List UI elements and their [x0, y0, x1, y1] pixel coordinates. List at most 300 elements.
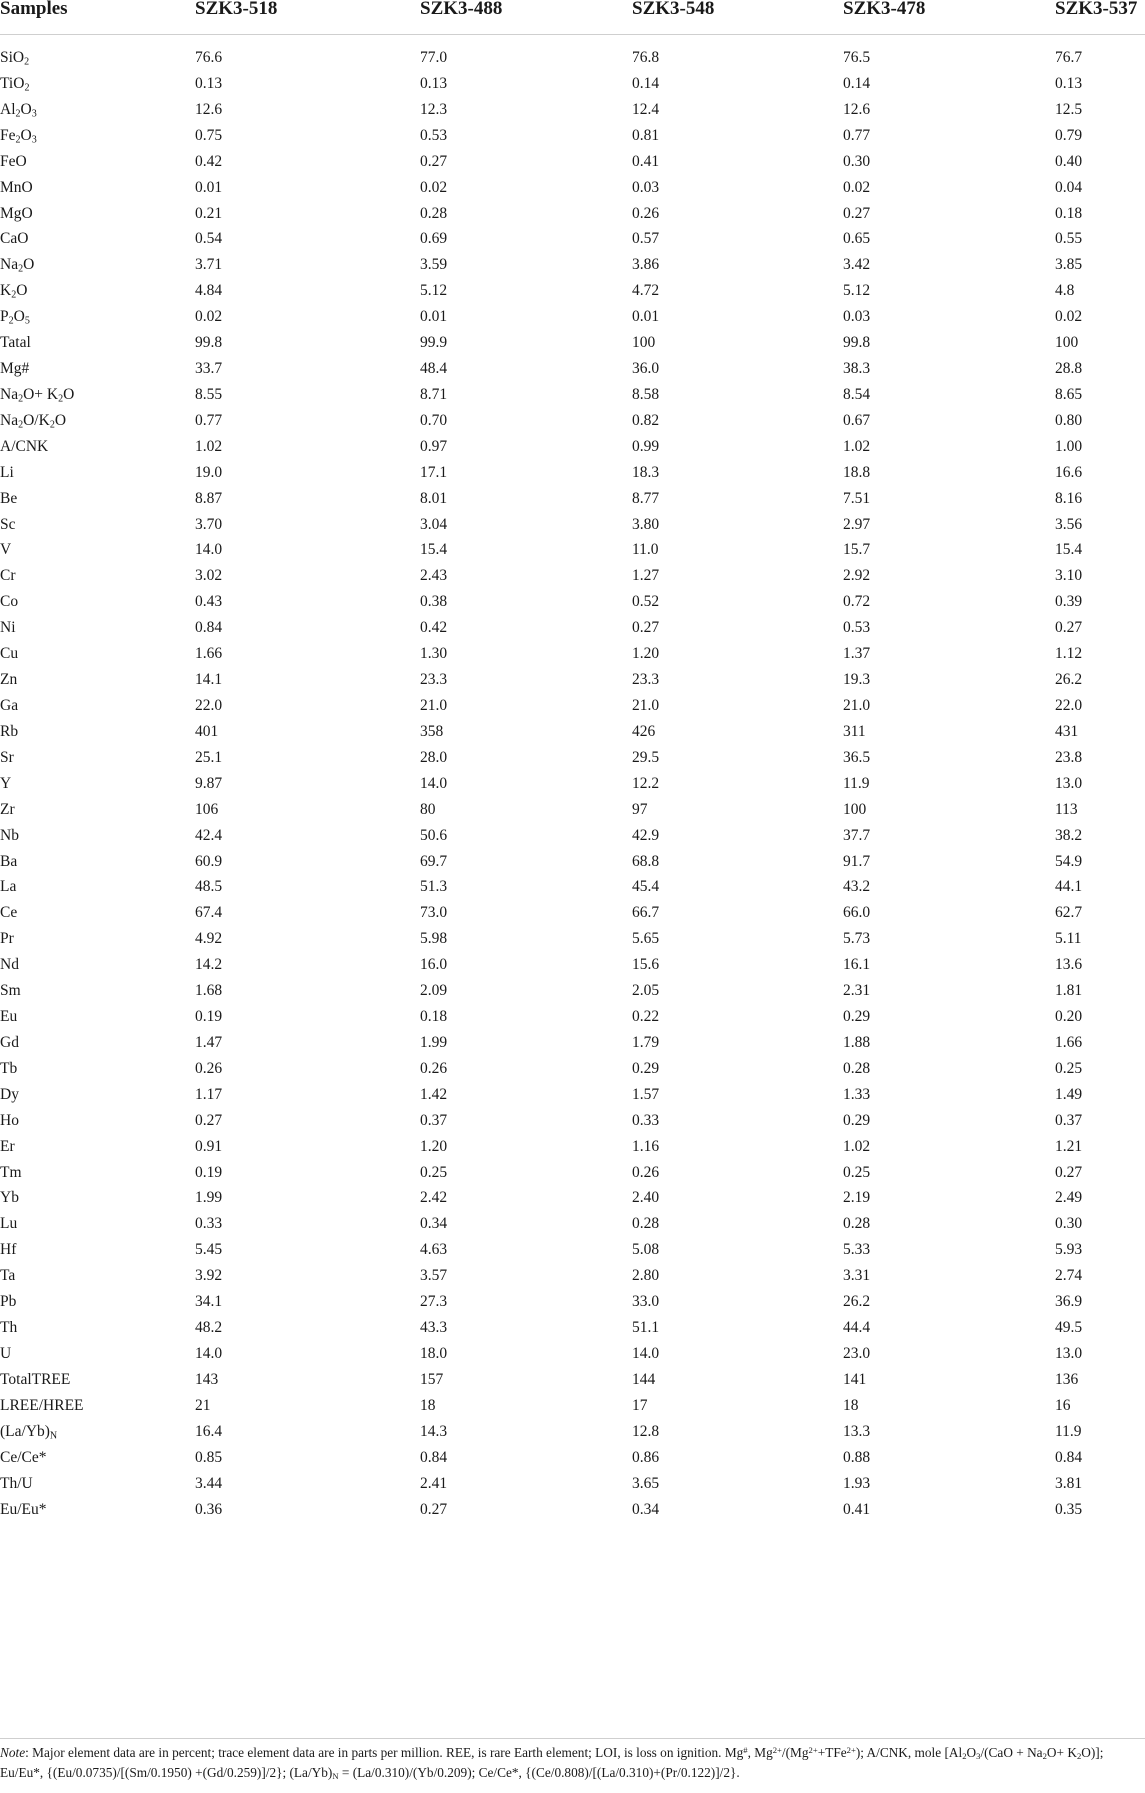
table-bottom-rule — [0, 1738, 1145, 1739]
table-cell: 0.42 — [195, 152, 223, 170]
table-cell: 0.03 — [632, 178, 660, 196]
table-cell: 3.86 — [632, 256, 660, 274]
row-label: Sc — [0, 515, 16, 533]
table-cell: 27.3 — [420, 1293, 448, 1311]
table-cell: 1.99 — [195, 1189, 223, 1207]
header-col-1: SZK3-518 — [195, 0, 278, 19]
row-label: FeO — [0, 152, 27, 170]
row-label: Th — [0, 1319, 18, 1337]
table-cell: 0.91 — [195, 1137, 223, 1155]
table-cell: 43.3 — [420, 1319, 448, 1337]
table-cell: 2.92 — [843, 567, 871, 585]
table-cell: 0.13 — [195, 74, 223, 92]
table-cell: 0.02 — [843, 178, 871, 196]
table-cell: 3.85 — [1055, 256, 1083, 274]
table-cell: 5.45 — [195, 1241, 223, 1259]
table-cell: 1.66 — [195, 645, 223, 663]
table-cell: 13.0 — [1055, 1345, 1083, 1362]
table-cell: 99.8 — [195, 334, 223, 352]
table-cell: 15.4 — [420, 541, 448, 559]
table-cell: 0.02 — [195, 308, 223, 326]
table-cell: 9.87 — [195, 774, 223, 792]
table-cell: 3.65 — [632, 1474, 660, 1492]
row-label: TiO$_2$ — [0, 74, 30, 94]
table-cell: 3.02 — [195, 567, 223, 585]
row-label: MnO — [0, 178, 33, 196]
table-cell: 2.09 — [420, 982, 448, 1000]
row-label: $(La/Yb)_N$ — [0, 1422, 58, 1442]
table-note — [0, 1743, 1145, 1783]
table-cell: 0.25 — [420, 1163, 448, 1181]
row-label: Nb — [0, 826, 19, 844]
table-cell: 0.27 — [420, 152, 448, 170]
table-cell: 1.33 — [843, 1085, 871, 1103]
table-cell: 13.3 — [843, 1422, 871, 1440]
table-cell: 0.13 — [1055, 74, 1083, 92]
table-cell: 0.34 — [632, 1500, 660, 1518]
table-cell: 42.4 — [195, 826, 223, 844]
table-cell: 69.7 — [420, 852, 448, 870]
table-cell: 2.97 — [843, 515, 871, 533]
table-cell: 0.37 — [420, 1111, 448, 1129]
row-label: A/CNK — [0, 437, 49, 455]
table-cell: 8.71 — [420, 385, 448, 403]
table-cell: 0.34 — [420, 1215, 448, 1233]
row-label: Rb — [0, 722, 19, 740]
row-label: Nd — [0, 956, 19, 974]
table-cell: 8.87 — [195, 489, 223, 507]
table-cell: 2.19 — [843, 1189, 871, 1207]
table-cell: 136 — [1055, 1370, 1079, 1388]
table-cell: 1.99 — [420, 1033, 448, 1051]
table-cell: 34.1 — [195, 1293, 223, 1311]
table-cell: 0.33 — [195, 1215, 223, 1233]
table-cell: 28.8 — [1055, 360, 1083, 378]
table-cell: 0.70 — [420, 411, 448, 429]
table-cell: 358 — [420, 722, 444, 740]
table-cell: 3.44 — [195, 1474, 223, 1492]
table-cell: 0.02 — [420, 178, 448, 196]
table-cell: 16.6 — [1055, 463, 1083, 481]
table-cell: 0.35 — [1055, 1500, 1083, 1518]
table-cell: 18.8 — [843, 463, 871, 481]
table-cell: 18.3 — [632, 463, 660, 481]
table-cell: 36.5 — [843, 748, 871, 766]
table-cell: 1.02 — [843, 1137, 871, 1155]
table-cell: 144 — [632, 1370, 656, 1388]
table-cell: 0.29 — [632, 1059, 660, 1077]
table-cell: 4.63 — [420, 1241, 448, 1259]
table-cell: 37.7 — [843, 826, 871, 844]
table-cell: 77.0 — [420, 49, 448, 66]
table-cell: 0.01 — [632, 308, 660, 326]
table-cell: 3.31 — [843, 1267, 871, 1285]
table-cell: 1.20 — [420, 1137, 448, 1155]
table-cell: 0.77 — [843, 126, 871, 144]
table-cell: 5.65 — [632, 930, 660, 948]
table-cell: 0.69 — [420, 230, 448, 248]
table-cell: 43.2 — [843, 878, 871, 896]
row-label: Pb — [0, 1293, 17, 1311]
table-cell: 0.30 — [843, 152, 871, 170]
table-cell: 0.26 — [632, 1163, 660, 1181]
table-cell: 62.7 — [1055, 904, 1083, 922]
row-label: LREE/HREE — [0, 1396, 84, 1414]
row-label: Ce/Ce* — [0, 1448, 47, 1466]
table-cell: 2.49 — [1055, 1189, 1083, 1207]
table-cell: 0.14 — [843, 74, 871, 92]
table-cell: 99.8 — [843, 334, 871, 352]
table-cell: 5.98 — [420, 930, 448, 948]
table-cell: 60.9 — [195, 852, 223, 870]
table-cell: 0.28 — [843, 1059, 871, 1077]
row-label: Sm — [0, 982, 21, 1000]
table-cell: 91.7 — [843, 852, 871, 870]
row-label: $K_2O$ — [0, 282, 28, 301]
table-cell: 3.81 — [1055, 1474, 1083, 1492]
table-cell: 8.77 — [632, 489, 660, 507]
table-cell: 0.26 — [632, 204, 660, 222]
table-cell: 76.5 — [843, 49, 871, 66]
table-cell: 0.41 — [843, 1500, 871, 1518]
row-label: V — [0, 541, 12, 559]
table-cell: 0.77 — [195, 411, 223, 429]
table-cell: 2.74 — [1055, 1267, 1083, 1285]
table-cell: 1.79 — [632, 1033, 660, 1051]
table-cell: 48.4 — [420, 360, 448, 378]
table-cell: 76.6 — [195, 49, 223, 66]
table-cell: 36.9 — [1055, 1293, 1083, 1311]
row-label: Er — [0, 1137, 15, 1155]
table-cell: 14.3 — [420, 1422, 448, 1440]
table-cell: 66.0 — [843, 904, 871, 922]
table-cell: 13.6 — [1055, 956, 1083, 974]
table-cell: 0.25 — [843, 1163, 871, 1181]
table-row — [0, 1501, 1145, 1531]
table-cell: 21.0 — [632, 697, 660, 714]
table-cell: 1.02 — [195, 437, 223, 455]
table-cell: 36.0 — [632, 360, 660, 378]
table-cell: 5.93 — [1055, 1241, 1083, 1259]
note-text: : Major element data are in percent; trace element data are in parts per million. REE, is rare Earth element; LOI, is loss on ignition. Mg#, $Mg^{2+}/(Mg^{2+}+TFe^{2+})$; A/CNK, mole $[Al_2O_3/(CaO + Na_2O+ K_2O)]$; Eu/Eu*, {(Eu/0.0735)/[(Sm/0.1950) +(Gd/0.259)]/2}; $(La/Yb)_N = (La/0.310)/(Yb/0.209)$; Ce/Ce*, {(Ce/0.808)/[(La/0.310)+(Pr/0.122)]/2}. — [0, 1745, 1104, 1782]
row-label: Mg# — [0, 360, 30, 378]
table-header — [0, 0, 1145, 35]
table-cell: 0.42 — [420, 619, 448, 637]
row-label: CaO — [0, 230, 29, 248]
table-cell: 426 — [632, 722, 656, 740]
table-cell: 44.4 — [843, 1319, 871, 1337]
table-cell: 5.33 — [843, 1241, 871, 1259]
table-cell: 97 — [632, 800, 648, 818]
table-cell: 23.3 — [632, 671, 660, 689]
table-cell: 0.14 — [632, 74, 660, 92]
table-cell: 0.27 — [420, 1500, 448, 1518]
table-cell: 311 — [843, 722, 866, 740]
table-cell: 8.65 — [1055, 385, 1083, 403]
table-cell: 5.08 — [632, 1241, 660, 1259]
row-label: U — [0, 1345, 12, 1362]
row-label: Ta — [0, 1267, 16, 1285]
table-cell: 1.17 — [195, 1085, 223, 1103]
table-cell: 3.70 — [195, 515, 223, 533]
table-cell: 51.1 — [632, 1319, 660, 1337]
table-cell: 2.41 — [420, 1474, 448, 1492]
row-label: Ga — [0, 697, 19, 714]
table-cell: 3.10 — [1055, 567, 1083, 585]
table-cell: 29.5 — [632, 748, 660, 766]
row-label: Eu/Eu* — [0, 1500, 47, 1518]
table-cell: 12.4 — [632, 100, 660, 118]
table-cell: 1.49 — [1055, 1085, 1083, 1103]
table-cell: 17 — [632, 1396, 648, 1414]
table-cell: 0.82 — [632, 411, 660, 429]
row-label: Tatal — [0, 334, 31, 352]
table-cell: 1.42 — [420, 1085, 448, 1103]
table-cell: 22.0 — [195, 697, 223, 714]
table-cell: 2.05 — [632, 982, 660, 1000]
table-cell: 16.1 — [843, 956, 871, 974]
table-cell: 21.0 — [843, 697, 871, 714]
table-cell: 157 — [420, 1370, 444, 1388]
table-cell: 28.0 — [420, 748, 448, 766]
row-label: Lu — [0, 1215, 18, 1233]
row-label: Yb — [0, 1189, 19, 1207]
table-cell: 5.12 — [420, 282, 448, 300]
table-cell: 15.4 — [1055, 541, 1083, 559]
table-cell: 14.0 — [195, 1345, 223, 1362]
table-cell: 14.1 — [195, 671, 223, 689]
table-cell: 0.13 — [420, 74, 448, 92]
table-cell: 0.22 — [632, 1008, 660, 1026]
row-label: $Fe_2O_3$ — [0, 126, 37, 146]
table-cell: 0.33 — [632, 1111, 660, 1129]
table-cell: 1.21 — [1055, 1137, 1083, 1155]
table-cell: 14.2 — [195, 956, 223, 974]
row-label: La — [0, 878, 17, 896]
row-label: Dy — [0, 1085, 19, 1103]
table-cell: 12.6 — [843, 100, 871, 118]
row-label: $Na_2O+ K_2O$ — [0, 385, 75, 405]
table-cell: 68.8 — [632, 852, 660, 870]
table-cell: 12.8 — [632, 1422, 660, 1440]
table-cell: 3.59 — [420, 256, 448, 274]
table-cell: 0.39 — [1055, 593, 1083, 611]
table-cell: 2.42 — [420, 1189, 448, 1207]
table-cell: 3.57 — [420, 1267, 448, 1285]
table-cell: 5.12 — [843, 282, 871, 300]
table-cell: 4.92 — [195, 930, 223, 948]
row-label: Eu — [0, 1008, 18, 1026]
table-cell: 0.41 — [632, 152, 660, 170]
table-cell: 76.7 — [1055, 49, 1083, 66]
table-cell: 12.6 — [195, 100, 223, 118]
table-cell: 11.9 — [843, 774, 870, 792]
table-cell: 0.27 — [1055, 1163, 1083, 1181]
table-cell: 7.51 — [843, 489, 871, 507]
table-cell: 8.55 — [195, 385, 223, 403]
row-label: Gd — [0, 1033, 19, 1051]
table-cell: 431 — [1055, 722, 1079, 740]
table-cell: 0.75 — [195, 126, 223, 144]
table-cell: 8.01 — [420, 489, 448, 507]
table-cell: 2.80 — [632, 1267, 660, 1285]
table-cell: 5.73 — [843, 930, 871, 948]
table-cell: 0.26 — [420, 1059, 448, 1077]
table-cell: 0.18 — [1055, 204, 1083, 222]
table-cell: 1.12 — [1055, 645, 1083, 663]
row-label: Hf — [0, 1241, 17, 1259]
header-col-5: SZK3-537 — [1055, 0, 1138, 19]
table-cell: 0.65 — [843, 230, 871, 248]
table-cell: 1.88 — [843, 1033, 871, 1051]
table-cell: 0.27 — [195, 1111, 223, 1129]
table-cell: 0.43 — [195, 593, 223, 611]
table-cell: 80 — [420, 800, 436, 818]
table-cell: 0.18 — [420, 1008, 448, 1026]
row-label: Cr — [0, 567, 16, 585]
table-cell: 0.27 — [632, 619, 660, 637]
table-cell: 67.4 — [195, 904, 223, 922]
table-cell: 4.84 — [195, 282, 223, 300]
row-label: Th/U — [0, 1474, 33, 1492]
table-cell: 1.27 — [632, 567, 660, 585]
table-cell: 15.6 — [632, 956, 660, 974]
table-cell: 0.84 — [195, 619, 223, 637]
table-cell: 0.84 — [1055, 1448, 1083, 1466]
table-cell: 3.92 — [195, 1267, 223, 1285]
table-cell: 12.2 — [632, 774, 660, 792]
table-cell: 1.93 — [843, 1474, 871, 1492]
table-cell: 13.0 — [1055, 774, 1083, 792]
row-label: Tb — [0, 1059, 18, 1077]
table-cell: 1.57 — [632, 1085, 660, 1103]
table-cell: 25.1 — [195, 748, 223, 766]
table-cell: 0.57 — [632, 230, 660, 248]
table-cell: 401 — [195, 722, 219, 740]
table-cell: 73.0 — [420, 904, 448, 922]
table-cell: 4.72 — [632, 282, 660, 300]
table-cell: 5.11 — [1055, 930, 1082, 948]
row-label: Be — [0, 489, 18, 507]
table-cell: 23.0 — [843, 1345, 871, 1362]
row-label: $Na_2O/K_2O$ — [0, 411, 67, 431]
table-cell: 44.1 — [1055, 878, 1083, 896]
table-cell: 15.7 — [843, 541, 871, 559]
table-cell: 2.31 — [843, 982, 871, 1000]
table-cell: 3.80 — [632, 515, 660, 533]
table-cell: 3.42 — [843, 256, 871, 274]
table-cell: 21 — [195, 1396, 211, 1414]
table-cell: 0.19 — [195, 1008, 223, 1026]
table-cell: 0.03 — [843, 308, 871, 326]
table-cell: 66.7 — [632, 904, 660, 922]
table-cell: 19.0 — [195, 463, 223, 481]
table-cell: 100 — [632, 334, 656, 352]
table-cell: 76.8 — [632, 49, 660, 66]
table-cell: 14.0 — [195, 541, 223, 559]
table-cell: 48.5 — [195, 878, 223, 896]
table-cell: 1.16 — [632, 1137, 660, 1155]
table-cell: 0.29 — [843, 1111, 871, 1129]
table-cell: 50.6 — [420, 826, 448, 844]
table-cell: 48.2 — [195, 1319, 223, 1337]
table-cell: 0.25 — [1055, 1059, 1083, 1077]
table-cell: 0.28 — [843, 1215, 871, 1233]
table-cell: 1.37 — [843, 645, 871, 663]
table-cell: 0.28 — [632, 1215, 660, 1233]
row-label: Tm — [0, 1163, 22, 1181]
table-cell: 8.58 — [632, 385, 660, 403]
table-cell: 0.36 — [195, 1500, 223, 1518]
table-cell: 16.4 — [195, 1422, 223, 1440]
table-cell: 33.0 — [632, 1293, 660, 1311]
note-label: Note — [0, 1745, 26, 1760]
table-cell: 8.54 — [843, 385, 871, 403]
row-label: Ce — [0, 904, 18, 922]
table-cell: 45.4 — [632, 878, 660, 896]
table-cell: 143 — [195, 1370, 219, 1388]
row-label: Sr — [0, 748, 14, 766]
table-cell: 2.43 — [420, 567, 448, 585]
table-cell: 0.37 — [1055, 1111, 1083, 1129]
table-cell: 8.16 — [1055, 489, 1083, 507]
table-cell: 0.54 — [195, 230, 223, 248]
table-cell: 100 — [843, 800, 867, 818]
row-label: Cu — [0, 645, 19, 663]
table-cell: 51.3 — [420, 878, 448, 896]
table-cell: 0.27 — [843, 204, 871, 222]
table-cell: 38.2 — [1055, 826, 1083, 844]
table-cell: 14.0 — [420, 774, 448, 792]
table-cell: 19.3 — [843, 671, 871, 689]
table-cell: 0.67 — [843, 411, 871, 429]
table-cell: 11.9 — [1055, 1422, 1082, 1440]
table-cell: 18.0 — [420, 1345, 448, 1362]
row-label: $Al_2O_3$ — [0, 100, 37, 120]
row-label: $P_2O_5$ — [0, 308, 30, 327]
table-cell: 0.52 — [632, 593, 660, 611]
table-cell: 99.9 — [420, 334, 448, 352]
table-cell: 0.40 — [1055, 152, 1083, 170]
row-label: Ba — [0, 852, 18, 870]
table-cell: 14.0 — [632, 1345, 660, 1362]
table-cell: 21.0 — [420, 697, 448, 714]
table-cell: 26.2 — [843, 1293, 871, 1311]
table-cell: 12.5 — [1055, 100, 1083, 118]
table-cell: 0.86 — [632, 1448, 660, 1466]
table-cell: 3.71 — [195, 256, 223, 274]
table-cell: 0.72 — [843, 593, 871, 611]
row-label: Y — [0, 774, 12, 792]
table-cell: 16 — [1055, 1396, 1071, 1414]
table-cell: 0.99 — [632, 437, 660, 455]
table-cell: 33.7 — [195, 360, 223, 378]
table-cell: 0.38 — [420, 593, 448, 611]
table-cell: 38.3 — [843, 360, 871, 378]
table-cell: 0.04 — [1055, 178, 1083, 196]
table-cell: 23.3 — [420, 671, 448, 689]
row-label: TotalTREE — [0, 1370, 71, 1388]
header-col-2: SZK3-488 — [420, 0, 503, 19]
table-cell: 0.84 — [420, 1448, 448, 1466]
table-cell: 106 — [195, 800, 219, 818]
row-label: Zn — [0, 671, 18, 689]
table-cell: 26.2 — [1055, 671, 1083, 689]
table-cell: 0.26 — [195, 1059, 223, 1077]
table-cell: 141 — [843, 1370, 867, 1388]
table-cell: 42.9 — [632, 826, 660, 844]
table-cell: 16.0 — [420, 956, 448, 974]
